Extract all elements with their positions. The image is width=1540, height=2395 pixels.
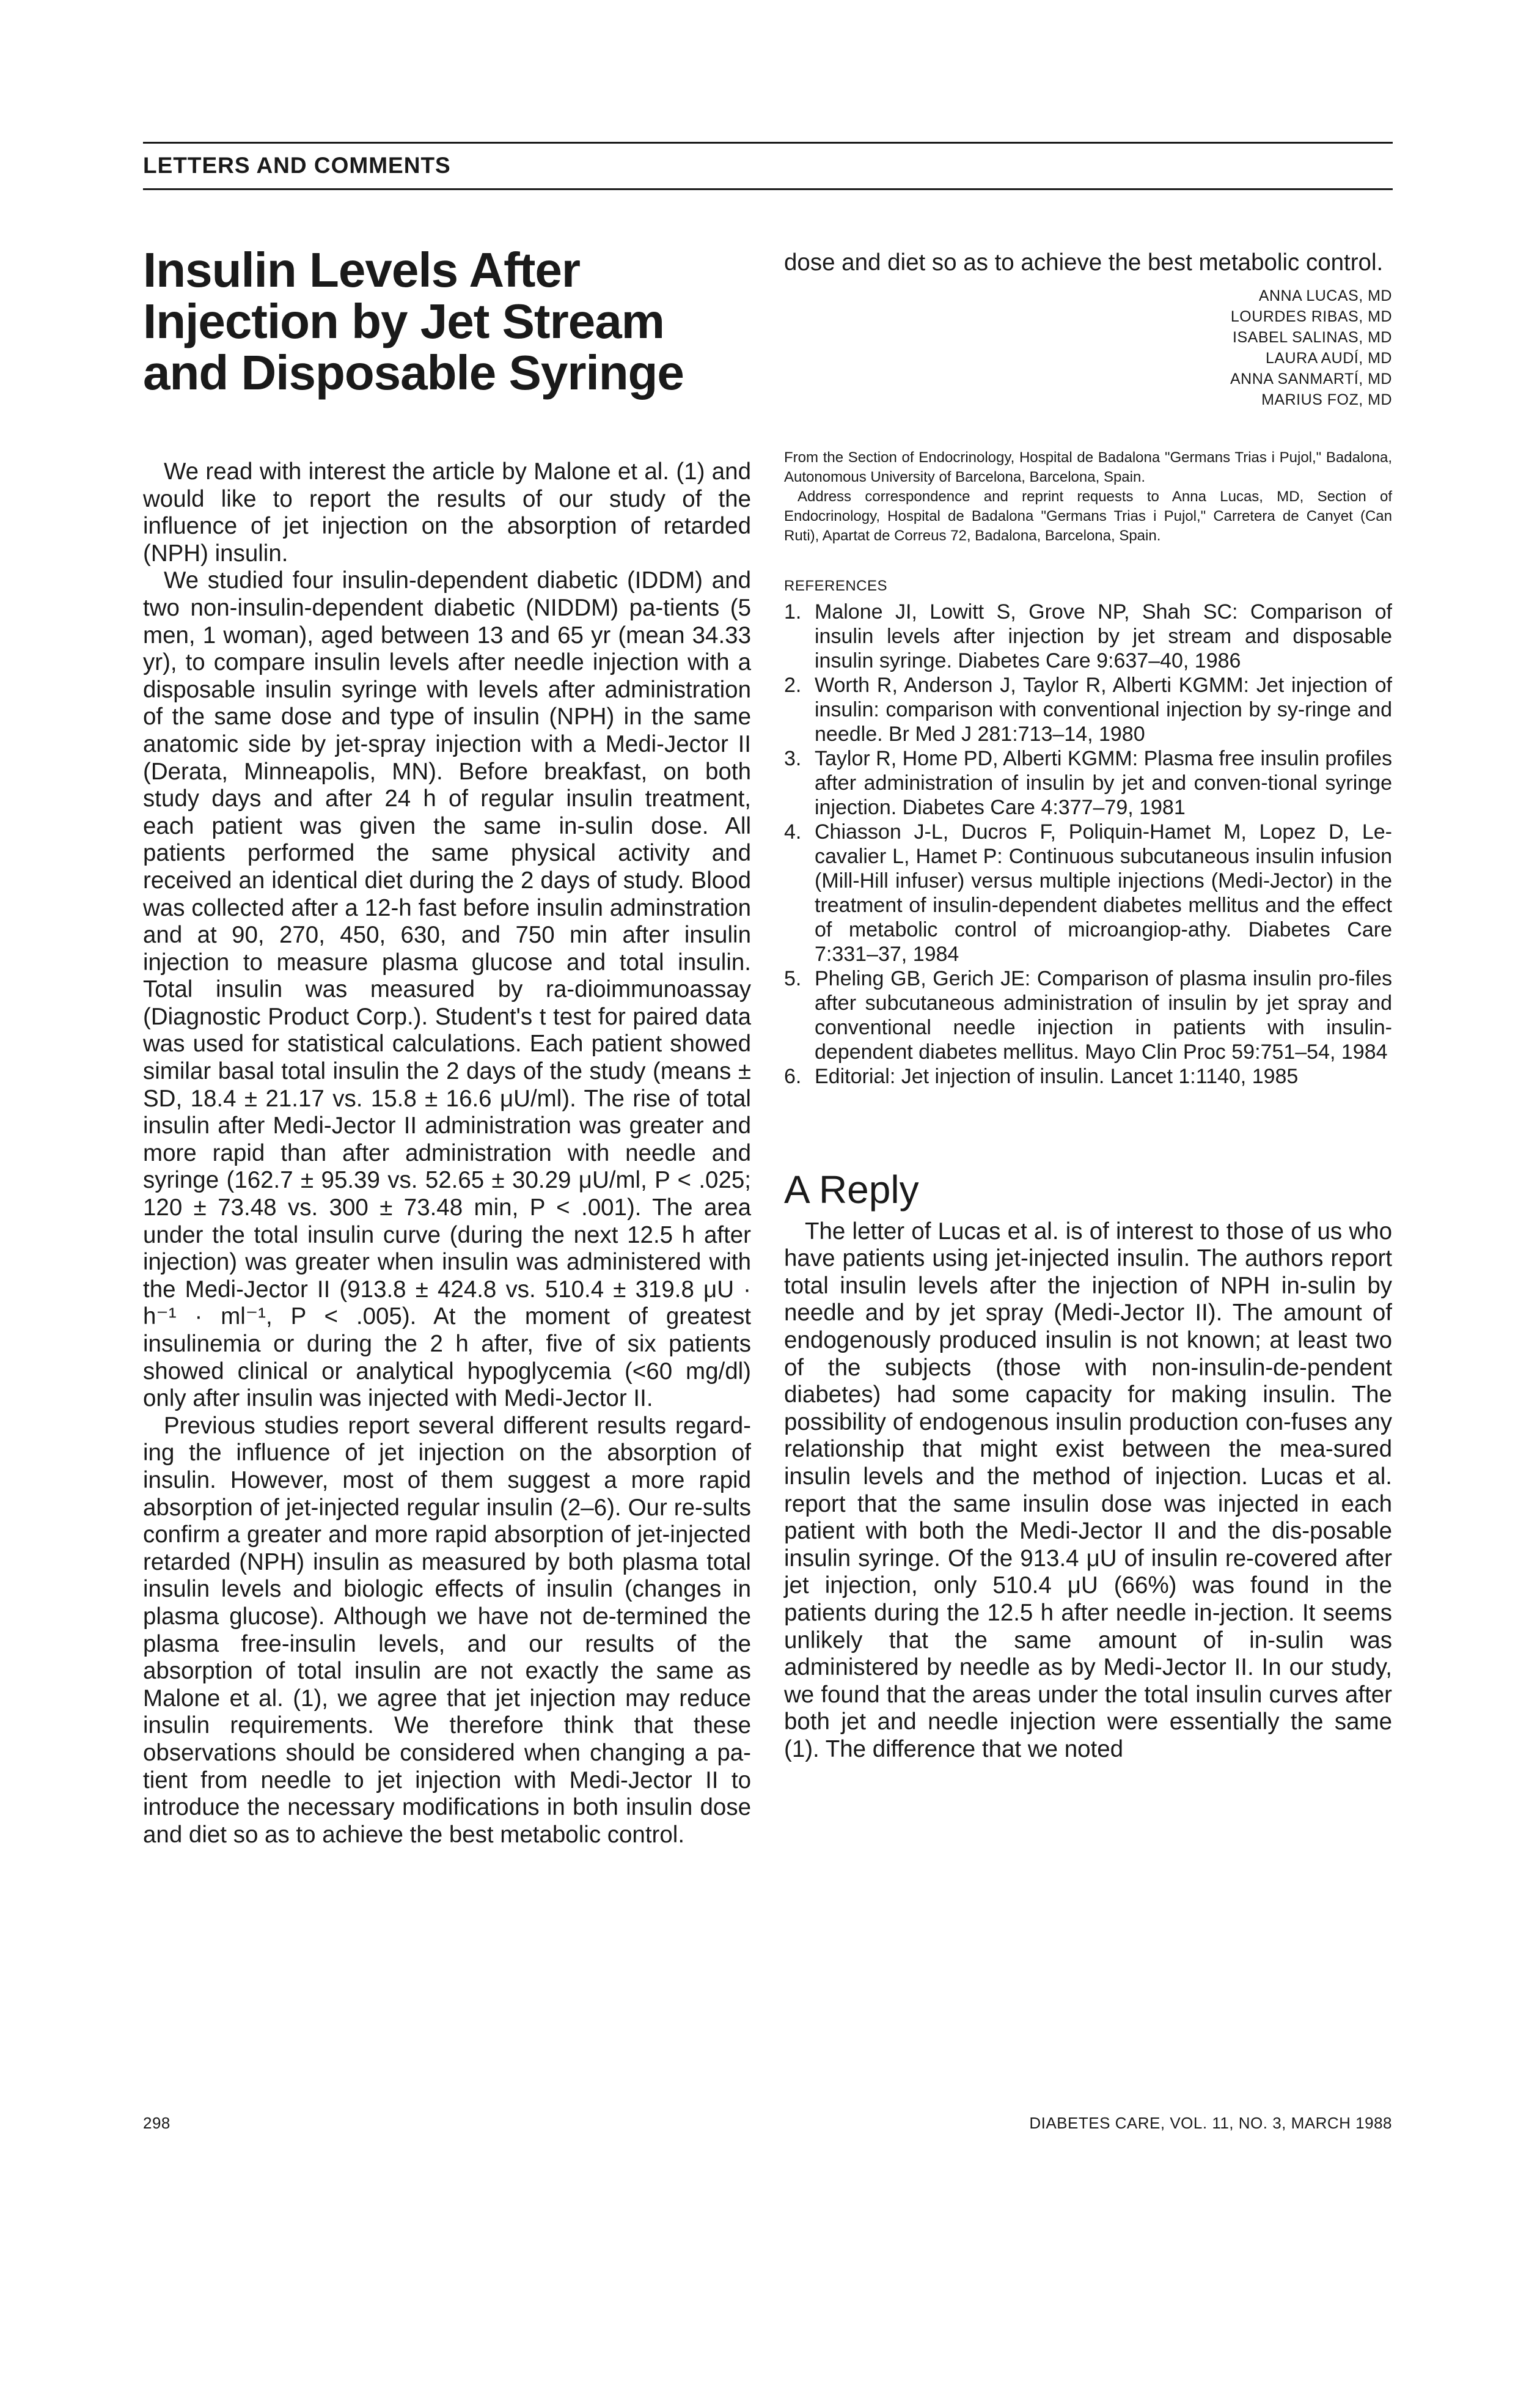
journal-citation: DIABETES CARE, VOL. 11, NO. 3, MARCH 1988 (1029, 2114, 1392, 2132)
author-name: MARIUS FOZ, MD (1261, 391, 1392, 408)
title-line: Injection by Jet Stream (143, 294, 664, 348)
reference-item (784, 600, 1392, 673)
reference-number: 1. (784, 600, 802, 624)
author-name: LOURDES RIBAS, MD (1230, 307, 1392, 325)
reference-item (784, 820, 1392, 966)
reference-item (784, 966, 1392, 1064)
title-line: and Disposable Syringe (143, 345, 684, 400)
reference-number: 3. (784, 746, 802, 770)
page-number: 298 (143, 2114, 170, 2132)
letter-paragraph-3: Previous studies report several different results regard-ing the influence of jet injection on the absorption of insulin. However, most of them suggest a more rapid absorption of jet-injected regular insulin (2–6). Our re-sults confirm a greater and more rapid absorption of jet-injected retarded (NPH) insulin as measured by both plasma total insulin levels and biologic effects of insulin (changes in plasma glucose). Although we have not de-termined the plasma free-insulin levels, and our results of the absorption of total insulin are not exactly the same as Malone et al. (1), we agree that jet injection may reduce insulin requirements. We therefore think that these observations should be considered when changing a pa-tient from needle to jet injection with Medi-Jector II to introduce the necessary modifications in both insulin dose and diet so as to achieve the best metabolic control. (143, 1412, 751, 1848)
header-rule-bottom (143, 188, 1393, 190)
author-name: ANNA LUCAS, MD (1258, 287, 1392, 304)
reference-text: Taylor R, Home PD, Alberti KGMM: Plasma free insulin profiles after administration of insulin by jet and conven-tional syringe injection. Diabetes Care 4:377–79, 1981 (815, 746, 1392, 819)
author-name: ISABEL SALINAS, MD (1233, 328, 1392, 346)
header-rule-top (143, 142, 1393, 144)
reference-text: Malone JI, Lowitt S, Grove NP, Shah SC: Comparison of insulin levels after injection by jet stream and disposable insulin syringe. Diabetes Care 9:637–40, 1986 (815, 600, 1392, 672)
references-list (784, 600, 1392, 1089)
reference-item (784, 1064, 1392, 1089)
left-column (143, 245, 751, 2395)
reply-paragraph: The letter of Lucas et al. is of interest to those of us who have patients using jet-injected insulin. The authors report total insulin levels after the injection of NPH in-sulin by needle and by jet spray (Medi-Jector II). The amount of endogenously produced insulin is not known; at least two of the subjects (those with non-insulin-de-pendent diabetes) had some capacity for making insulin. The possibility of endogenous insulin production con-fuses any relationship that might exist between the mea-sured insulin levels and the method of injection. Lucas et al. report that the same insulin dose was injected in each patient with both the Medi-Jector II and the dis-posable insulin syringe. Of the 913.4 μU of insulin re-covered after jet injection, only 510.4 μU (66%) was found in the patients during the 12.5 h after needle in-jection. It seems unlikely that the same amount of in-sulin was administered by needle as by Medi-Jector II. In our study, we found that the areas under the total insulin curves after both jet and needle injection were essentially the same (1). The difference that we noted (784, 1218, 1392, 1762)
affiliation-block (784, 448, 1392, 546)
author-list (784, 285, 1392, 410)
reference-item (784, 746, 1392, 820)
title-line: Insulin Levels After (143, 243, 580, 297)
section-label: LETTERS AND COMMENTS (143, 153, 451, 178)
reply-title: A Reply (784, 1167, 919, 1212)
reference-text: Worth R, Anderson J, Taylor R, Alberti KGMM: Jet injection of insulin: comparison with conventional injection by sy-ringe and needle. Br Med J 281:713–14, 1980 (815, 673, 1392, 746)
correspondence-text: Address correspondence and reprint requests to Anna Lucas, MD, Section of Endocrinology, Hospital de Badalona "Germans Trias i Pujol," Carretera de Canyet (Can Ruti), Apartat de Correus 72, Badalona, Barcelona, Spain. (784, 488, 1392, 544)
author-name: ANNA SANMARTÍ, MD (1230, 370, 1392, 388)
reference-text: Editorial: Jet injection of insulin. Lancet 1:1140, 1985 (815, 1064, 1299, 1088)
letter-paragraph-3-continued: dose and diet so as to achieve the best metabolic control. (784, 249, 1384, 276)
reference-number: 2. (784, 673, 802, 697)
author-name: LAURA AUDÍ, MD (1265, 349, 1392, 367)
reference-number: 6. (784, 1064, 802, 1088)
affiliation-text: From the Section of Endocrinology, Hospital de Badalona "Germans Trias i Pujol," Badalona, Autonomous University of Barcelona, Barcelona, Spain. (784, 449, 1392, 485)
reference-text: Pheling GB, Gerich JE: Comparison of plasma insulin pro-files after subcutaneous administration of insulin by jet spray and conventional needle injection in patients with insulin-dependent diabetes mellitus. Mayo Clin Proc 59:751–54, 1984 (815, 966, 1392, 1064)
right-column (784, 249, 1392, 1763)
reference-number: 4. (784, 820, 802, 844)
article-title (143, 245, 751, 399)
references-heading: REFERENCES (784, 577, 888, 594)
reference-item (784, 673, 1392, 746)
letter-paragraph-2: We studied four insulin-dependent diabetic (IDDM) and two non-insulin-dependent diabetic (NIDDM) pa-tients (5 men, 1 woman), aged between 13 and 65 yr (mean 34.33 yr), to compare insulin levels after needle injection with a disposable insulin syringe with levels after administration of the same dose and type of insulin (NPH) in the same anatomic side by jet-spray injection with a Medi-Jector II (Derata, Minneapolis, MN). Before breakfast, on both study days and after 24 h of regular insulin treatment, each patient was given the same in-sulin dose. All patients performed the same physical activity and received an identical diet during the 2 days of study. Blood was collected after a 12-h fast before insulin adminstration and at 90, 270, 450, 630, and 750 min after insulin injection to measure plasma glucose and total insulin. Total insulin was measured by ra-dioimmunoassay (Diagnostic Product Corp.). Student's t test for paired data was used for statistical calculations. Each patient showed similar basal total insulin the 2 days of the study (means ± SD, 18.4 ± 21.17 vs. 15.8 ± 16.6 μU/ml). The rise of total insulin after Medi-Jector II administration was greater and more rapid than after administration with needle and syringe (162.7 ± 95.39 vs. 52.65 ± 30.29 μU/ml, P < .025; 120 ± 73.48 vs. 300 ± 73.48 min, P < .001). The area under the total insulin curve (during the next 12.5 h after injection) was greater when insulin was administered with the Medi-Jector II (913.8 ± 424.8 vs. 510.4 ± 319.8 μU · h⁻¹ · ml⁻¹, P < .005). At the moment of greatest insulinemia or during the 2 h after, five of six patients showed clinical or analytical hypoglycemia (<60 mg/dl) only after insulin was injected with Medi-Jector II. (143, 567, 751, 1412)
reference-text: Chiasson J-L, Ducros F, Poliquin-Hamet M, Lopez D, Le-cavalier L, Hamet P: Continuous subcutaneous insulin infusion (Mill-Hill infuser) versus multiple injections (Medi-Jector) in the treatment of insulin-dependent diabetes mellitus and the effect of metabolic control of microangiop-athy. Diabetes Care 7:331–37, 1984 (815, 820, 1392, 966)
letter-paragraph-1: We read with interest the article by Malone et al. (1) and would like to report the results of our study of the influence of jet injection on the absorption of retarded (NPH) insulin. (143, 458, 751, 567)
reference-number: 5. (784, 966, 802, 990)
